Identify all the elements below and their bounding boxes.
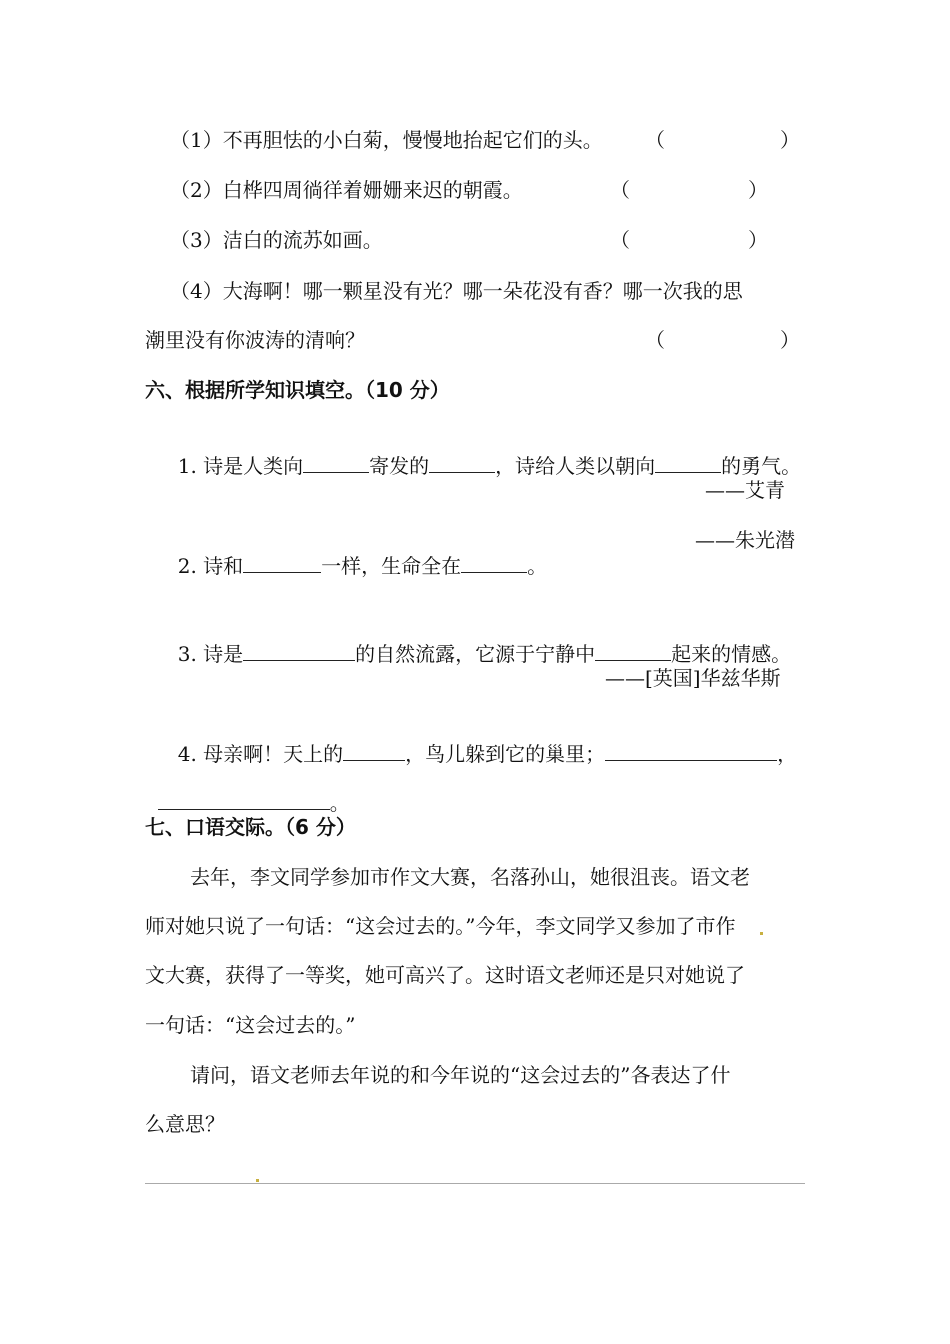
s7-para1-line1: 去年，李文同学参加市作文大赛，名落孙山，她很沮丧。语文老 bbox=[190, 865, 750, 889]
q6-2-a: 2. 诗和 bbox=[177, 554, 244, 578]
q6-1-a: 1. 诗是人类向 bbox=[177, 454, 304, 478]
paren-close-5-2: ） bbox=[748, 178, 768, 202]
q6-2 bbox=[165, 528, 547, 578]
q6-3-a: 3. 诗是 bbox=[177, 642, 244, 666]
marker-dot bbox=[760, 932, 763, 935]
item-5-1: （1）不再胆怯的小白菊，慢慢地抬起它们的头。 bbox=[170, 128, 603, 152]
q6-2-author: ——朱光潜 bbox=[695, 528, 795, 552]
item-5-2: （2）白桦四周徜徉着姗姗来迟的朝霞。 bbox=[170, 178, 523, 202]
paren-close-5-1: ） bbox=[780, 128, 800, 152]
q6-1-author: ——艾青 bbox=[705, 478, 785, 502]
s7-para1-line4: 一句话：“这会过去的。” bbox=[145, 1013, 356, 1037]
q6-1-b: 寄发的 bbox=[369, 454, 430, 478]
q6-4-b: ，鸟儿躲到它的巢里； bbox=[405, 742, 606, 766]
q6-1-blank3[interactable] bbox=[655, 452, 721, 473]
q6-1-c: ，诗给人类以朝向 bbox=[495, 454, 656, 478]
q6-4 bbox=[165, 716, 797, 766]
paren-open-5-2: （ bbox=[610, 178, 630, 202]
q6-3-b: 的自然流露，它源于宁静中 bbox=[355, 642, 596, 666]
answer-marker-dot bbox=[256, 1179, 259, 1182]
paren-close-5-3: ） bbox=[748, 228, 768, 252]
q6-4-d: 。 bbox=[329, 791, 350, 815]
item-5-4-line2: 潮里没有你波涛的清响？ bbox=[145, 328, 365, 352]
s7-para2-line2: 么意思？ bbox=[145, 1112, 225, 1136]
s7-para1-line2: 师对她只说了一句话：“这会过去的。”今年，李文同学又参加了市作 bbox=[145, 914, 736, 938]
q6-3-blank1[interactable] bbox=[243, 640, 355, 661]
section-6-title: 六、根据所学知识填空。（10 分） bbox=[145, 378, 450, 402]
q6-3-c: 起来的情感。 bbox=[671, 642, 792, 666]
answer-line[interactable] bbox=[145, 1183, 805, 1184]
q6-2-b: 一样，生命全在 bbox=[321, 554, 462, 578]
paren-open-5-3: （ bbox=[610, 228, 630, 252]
q6-4-blank1[interactable] bbox=[343, 740, 405, 761]
q6-3 bbox=[165, 616, 791, 666]
s7-para1-line3: 文大赛，获得了一等奖，她可高兴了。这时语文老师还是只对她说了 bbox=[145, 963, 745, 987]
q6-3-blank2[interactable] bbox=[595, 640, 671, 661]
q6-1-blank2[interactable] bbox=[429, 452, 495, 473]
q6-4-a: 4. 母亲啊！天上的 bbox=[177, 742, 344, 766]
paren-close-5-4: ） bbox=[780, 328, 800, 352]
q6-4-blank3[interactable] bbox=[158, 789, 330, 810]
q6-2-blank1[interactable] bbox=[243, 552, 321, 573]
s7-para2-line1: 请问，语文老师去年说的和今年说的“这会过去的”各表达了什 bbox=[190, 1063, 731, 1087]
paren-open-5-4: （ bbox=[645, 328, 665, 352]
q6-4-blank2[interactable] bbox=[605, 740, 777, 761]
q6-2-blank2[interactable] bbox=[461, 552, 527, 573]
paren-open-5-1: （ bbox=[645, 128, 665, 152]
q6-1-blank1[interactable] bbox=[303, 452, 369, 473]
section-7-title: 七、口语交际。（6 分） bbox=[145, 815, 356, 839]
item-5-3: （3）洁白的流苏如画。 bbox=[170, 228, 383, 252]
q6-1 bbox=[165, 428, 801, 478]
q6-4-c: ， bbox=[777, 742, 798, 766]
q6-4-line2 bbox=[145, 765, 350, 815]
q6-1-d: 的勇气。 bbox=[721, 454, 802, 478]
item-5-4-line1: （4）大海啊！哪一颗星没有光？哪一朵花没有香？哪一次我的思 bbox=[170, 279, 743, 303]
q6-2-c: 。 bbox=[527, 554, 548, 578]
q6-3-author: ——[英国]华兹华斯 bbox=[605, 666, 781, 690]
